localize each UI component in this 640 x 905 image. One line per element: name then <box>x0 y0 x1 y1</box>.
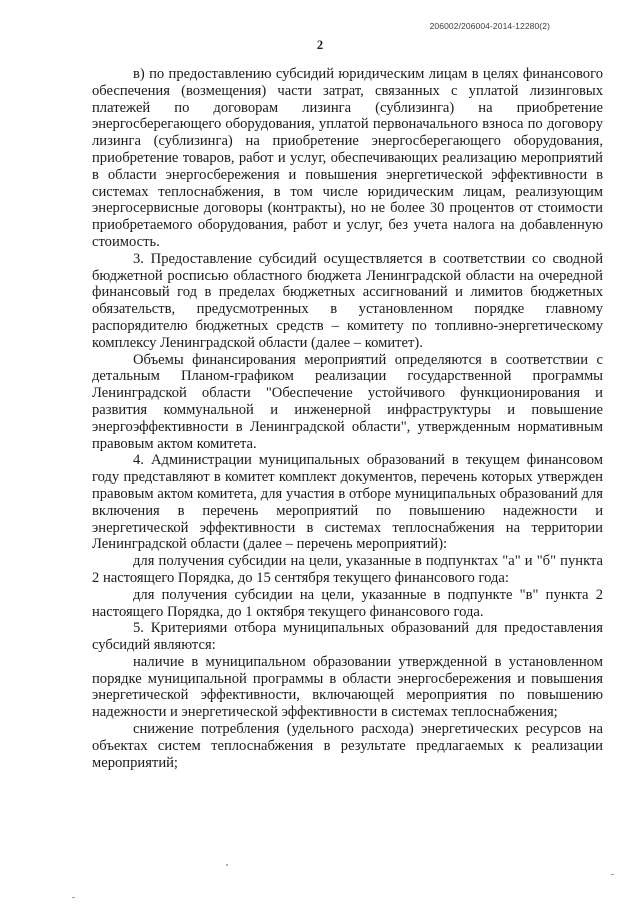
paragraph-financing-volumes: Объемы финансирования мероприятий определяются в соответствии с детальным Планом-графиком реализации государственной программы Ленинградской области "Обеспечение устойчивого функционирования и развития коммунальной и инженерной инфраструктуры и повышение энергоэффективности в Ленинградской области", утвержденным нормативным правовым актом комитета. <box>92 351 603 452</box>
document-id: 206002/206004-2014-12280(2) <box>429 21 550 31</box>
scan-speck <box>611 874 614 875</box>
scan-speck <box>72 897 75 898</box>
paragraph-3-subsidy-provision: 3. Предоставление субсидий осуществляется в соответствии со сводной бюджетной росписью областного бюджета Ленинградской области на очередной финансовый год в пределах бюджетных ассигнований и лимитов бюджетных обязательств, предусмотренных в установленном порядке главному распорядителю бюджетных средств – комитету по топливно-энергетическому комплексу Ленинградской области (далее – комитет). <box>92 250 603 351</box>
paragraph-deadline-a-b: для получения субсидии на цели, указанные в подпунктах "а" и "б" пункта 2 настоящего Порядка, до 15 сентября текущего финансового года: <box>92 553 603 586</box>
document-body <box>92 66 603 771</box>
paragraph-4-municipal-documents: 4. Администрации муниципальных образований в текущем финансовом году представляют в комитет комплект документов, перечень которых утвержден правовым актом комитета, для участия в отборе муниципальных образований для включения в перечень мероприятий по повышению надежности и энергетической эффективности в системах теплоснабжения на территории Ленинградской области (далее – перечень мероприятий): <box>92 452 603 553</box>
page-number: 2 <box>316 38 324 52</box>
paragraph-criterion-consumption: снижение потребления (удельного расхода) энергетических ресурсов на объектах систем теплоснабжения в результате предлагаемых к реализации мероприятий; <box>92 721 603 771</box>
paragraph-deadline-v: для получения субсидии на цели, указанные в подпункте "в" пункта 2 настоящего Порядка, до 1 октября текущего финансового года. <box>92 586 603 620</box>
scan-speck <box>226 864 228 866</box>
paragraph-5-selection-criteria: 5. Критериями отбора муниципальных образований для предоставления субсидий являются: <box>92 620 603 654</box>
paragraph-subsidy-leasing: в) по предоставлению субсидий юридическим лицам в целях финансового обеспечения (возмещения) части затрат, связанных с уплатой лизинговых платежей по договорам лизинга (сублизинга) на приобретение энергосберегающего оборудования, уплатой первоначального взноса по договору лизинга (сублизинга) на приобретение энергосберегающего оборудования, приобретение товаров, работ и услуг, обеспечивающих реализацию мероприятий в области энергосбережения и повышения энергетической эффективности в системах теплоснабжения, в том числе юридическим лицам, реализующим энергосервисные договоры (контракты), но не более 30 процентов от стоимости приобретаемого оборудования, работ и услуг, без учета налога на добавленную стоимость. <box>92 66 603 250</box>
paragraph-criterion-program: наличие в муниципальном образовании утвержденной в установленном порядке муниципальной программы в области энергосбережения и повышения энергетической эффективности, включающей мероприятия по повышению надежности и энергетической эффективности в системах теплоснабжения; <box>92 653 603 721</box>
